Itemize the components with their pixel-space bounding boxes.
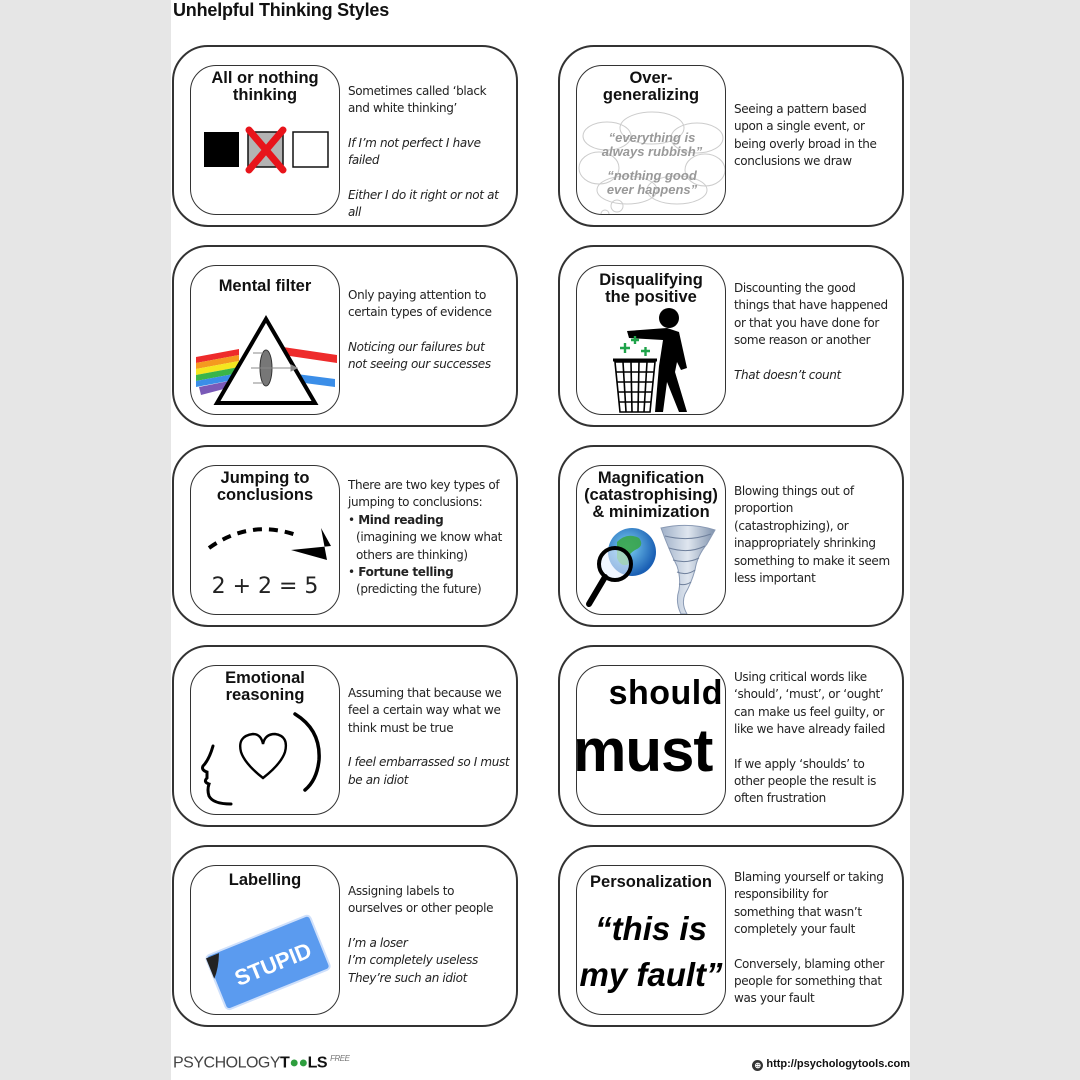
- dashed-arrow-icon: [191, 516, 340, 576]
- icon-panel: [190, 65, 340, 215]
- black-grey-white-squares-icon: [201, 126, 331, 176]
- card-title: [577, 70, 725, 104]
- magnifier-globe-tornado-icon: [577, 524, 726, 615]
- card-title: [577, 874, 725, 891]
- title-line: thinking: [232, 86, 298, 104]
- example-text: I feel embarrassed so I must be an idiot: [348, 755, 510, 787]
- title-line: Disqualifying: [599, 271, 703, 289]
- title-line: Labelling: [228, 871, 302, 889]
- example-text: Either I do it right or not at all: [348, 187, 499, 220]
- brand-light: PSYCHOLOGY: [173, 1054, 281, 1072]
- icon-panel: [190, 665, 340, 815]
- card-title: [191, 470, 339, 504]
- card-description: Assuming that because we feel a certain way what we think must be true I feel embarrassed so I must be an idiot: [348, 685, 510, 806]
- card-title: [191, 670, 339, 704]
- thought-cloud-icon: [577, 106, 726, 215]
- bullet-item: • Fortune telling: [348, 565, 454, 580]
- card-description: Using critical words like ‘should’, ‘must’, or ‘ought’ can make us feel guilty, or like we have already failed If we apply ‘shoulds’ to other people the result is often frustration: [734, 670, 886, 806]
- icon-panel: [576, 865, 726, 1015]
- should-word: should: [608, 674, 723, 712]
- card-all-or-nothing: [172, 45, 518, 227]
- card-title: [191, 872, 339, 889]
- icon-panel: [190, 465, 340, 615]
- title-line: & minimization: [592, 503, 710, 521]
- card-jumping-to-conclusions: [172, 445, 518, 627]
- card-personalization: [558, 845, 904, 1027]
- title-line: Mental filter: [218, 277, 312, 295]
- title-line: reasoning: [225, 686, 305, 704]
- card-title: [191, 70, 339, 104]
- card-disqualifying-positive: [558, 245, 904, 427]
- card-description: Assigning labels to ourselves or other people I’m a loser I’m completely useless They’re such an idiot: [348, 883, 510, 1004]
- cloud-text: “everything is: [608, 130, 696, 145]
- website-url[interactable]: http://psychologytools.com: [766, 1058, 910, 1070]
- title-line: All or nothing: [211, 69, 319, 87]
- card-magnification: [558, 445, 904, 627]
- title-line: the positive: [605, 288, 697, 306]
- example-text: I’m a loser I’m completely useless They’re such an idiot: [348, 935, 478, 985]
- person-throwing-in-bin-icon: [577, 306, 726, 415]
- cloud-text: ever happens”: [606, 182, 698, 197]
- icon-panel: [576, 465, 726, 615]
- title-line: generalizing: [602, 86, 700, 104]
- icon-panel: [576, 265, 726, 415]
- quote-line: my fault”: [579, 956, 723, 993]
- website-link[interactable]: [752, 1058, 910, 1071]
- brand-tag: FREE: [330, 1054, 350, 1063]
- example-text: That doesn’t count: [734, 367, 841, 382]
- example-text: Noticing our failures but not seeing our successes: [348, 339, 491, 372]
- bullet-item: • Mind reading: [348, 512, 444, 527]
- quote-text-icon: [571, 906, 731, 998]
- globe-icon: ⊕: [752, 1060, 763, 1071]
- card-description: Blaming yourself or taking responsibility for something that wasn’t completely your fault Conversely, blaming other people for something that was your fault: [734, 870, 885, 1006]
- title-line: Emotional: [225, 669, 305, 687]
- card-title: [191, 278, 339, 295]
- card-mental-filter: [172, 245, 518, 427]
- card-description: Sometimes called ‘black and white thinking’ If I’m not perfect I have failed Either I do it right or not at all: [348, 83, 510, 238]
- head-with-heart-icon: [191, 708, 340, 815]
- brand-logo: [173, 1054, 349, 1072]
- icon-panel: [190, 265, 340, 415]
- card-description: Only paying attention to certain types of evidence Noticing our failures but not seeing our successes: [348, 287, 510, 391]
- card-should-must: [558, 645, 904, 827]
- sticker-text: STUPID: [230, 937, 316, 991]
- card-labelling: [172, 845, 518, 1027]
- icon-panel: [573, 665, 726, 815]
- icon-panel: [190, 865, 340, 1015]
- cloud-text: “nothing good: [607, 168, 697, 183]
- equation-text: 2 + 2 = 5: [211, 574, 319, 599]
- title-line: conclusions: [216, 486, 314, 504]
- prism-icon: [191, 301, 340, 415]
- worksheet: [171, 0, 910, 1080]
- card-description: Seeing a pattern based upon a single event, or being overly broad in the conclusions we draw: [734, 102, 877, 169]
- title-line: Magnification: [597, 469, 705, 487]
- example-text: If I’m not perfect I have failed: [348, 135, 481, 168]
- brand-bold: T●●LS: [280, 1054, 328, 1072]
- card-over-generalizing: [558, 45, 904, 227]
- cloud-text: always rubbish”: [601, 144, 703, 159]
- card-emotional-reasoning: [172, 645, 518, 827]
- title-line: (catastrophising): [584, 486, 718, 504]
- card-title: [577, 470, 725, 521]
- page-title: Unhelpful Thinking Styles: [173, 0, 390, 20]
- title-line: Personalization: [590, 873, 712, 891]
- title-line: Over-: [629, 69, 673, 87]
- card-description: Blowing things out of proportion (catastrophizing), or inappropriately shrinking something to make it seem less important: [734, 484, 890, 586]
- quote-line: “this is: [595, 910, 707, 947]
- card-description: Discounting the good things that have happened or that you have done for some reason or another That doesn’t count: [734, 280, 896, 401]
- icon-panel: [576, 65, 726, 215]
- title-line: Jumping to: [220, 469, 310, 487]
- must-word: must: [573, 717, 713, 784]
- card-description: There are two key types of jumping to conclusions: • Mind reading (imagining we know what others are thinking) • Fortune telling (predicting the future): [348, 477, 510, 599]
- card-title: [577, 272, 725, 306]
- stupid-label-sticker-icon: [191, 896, 340, 1015]
